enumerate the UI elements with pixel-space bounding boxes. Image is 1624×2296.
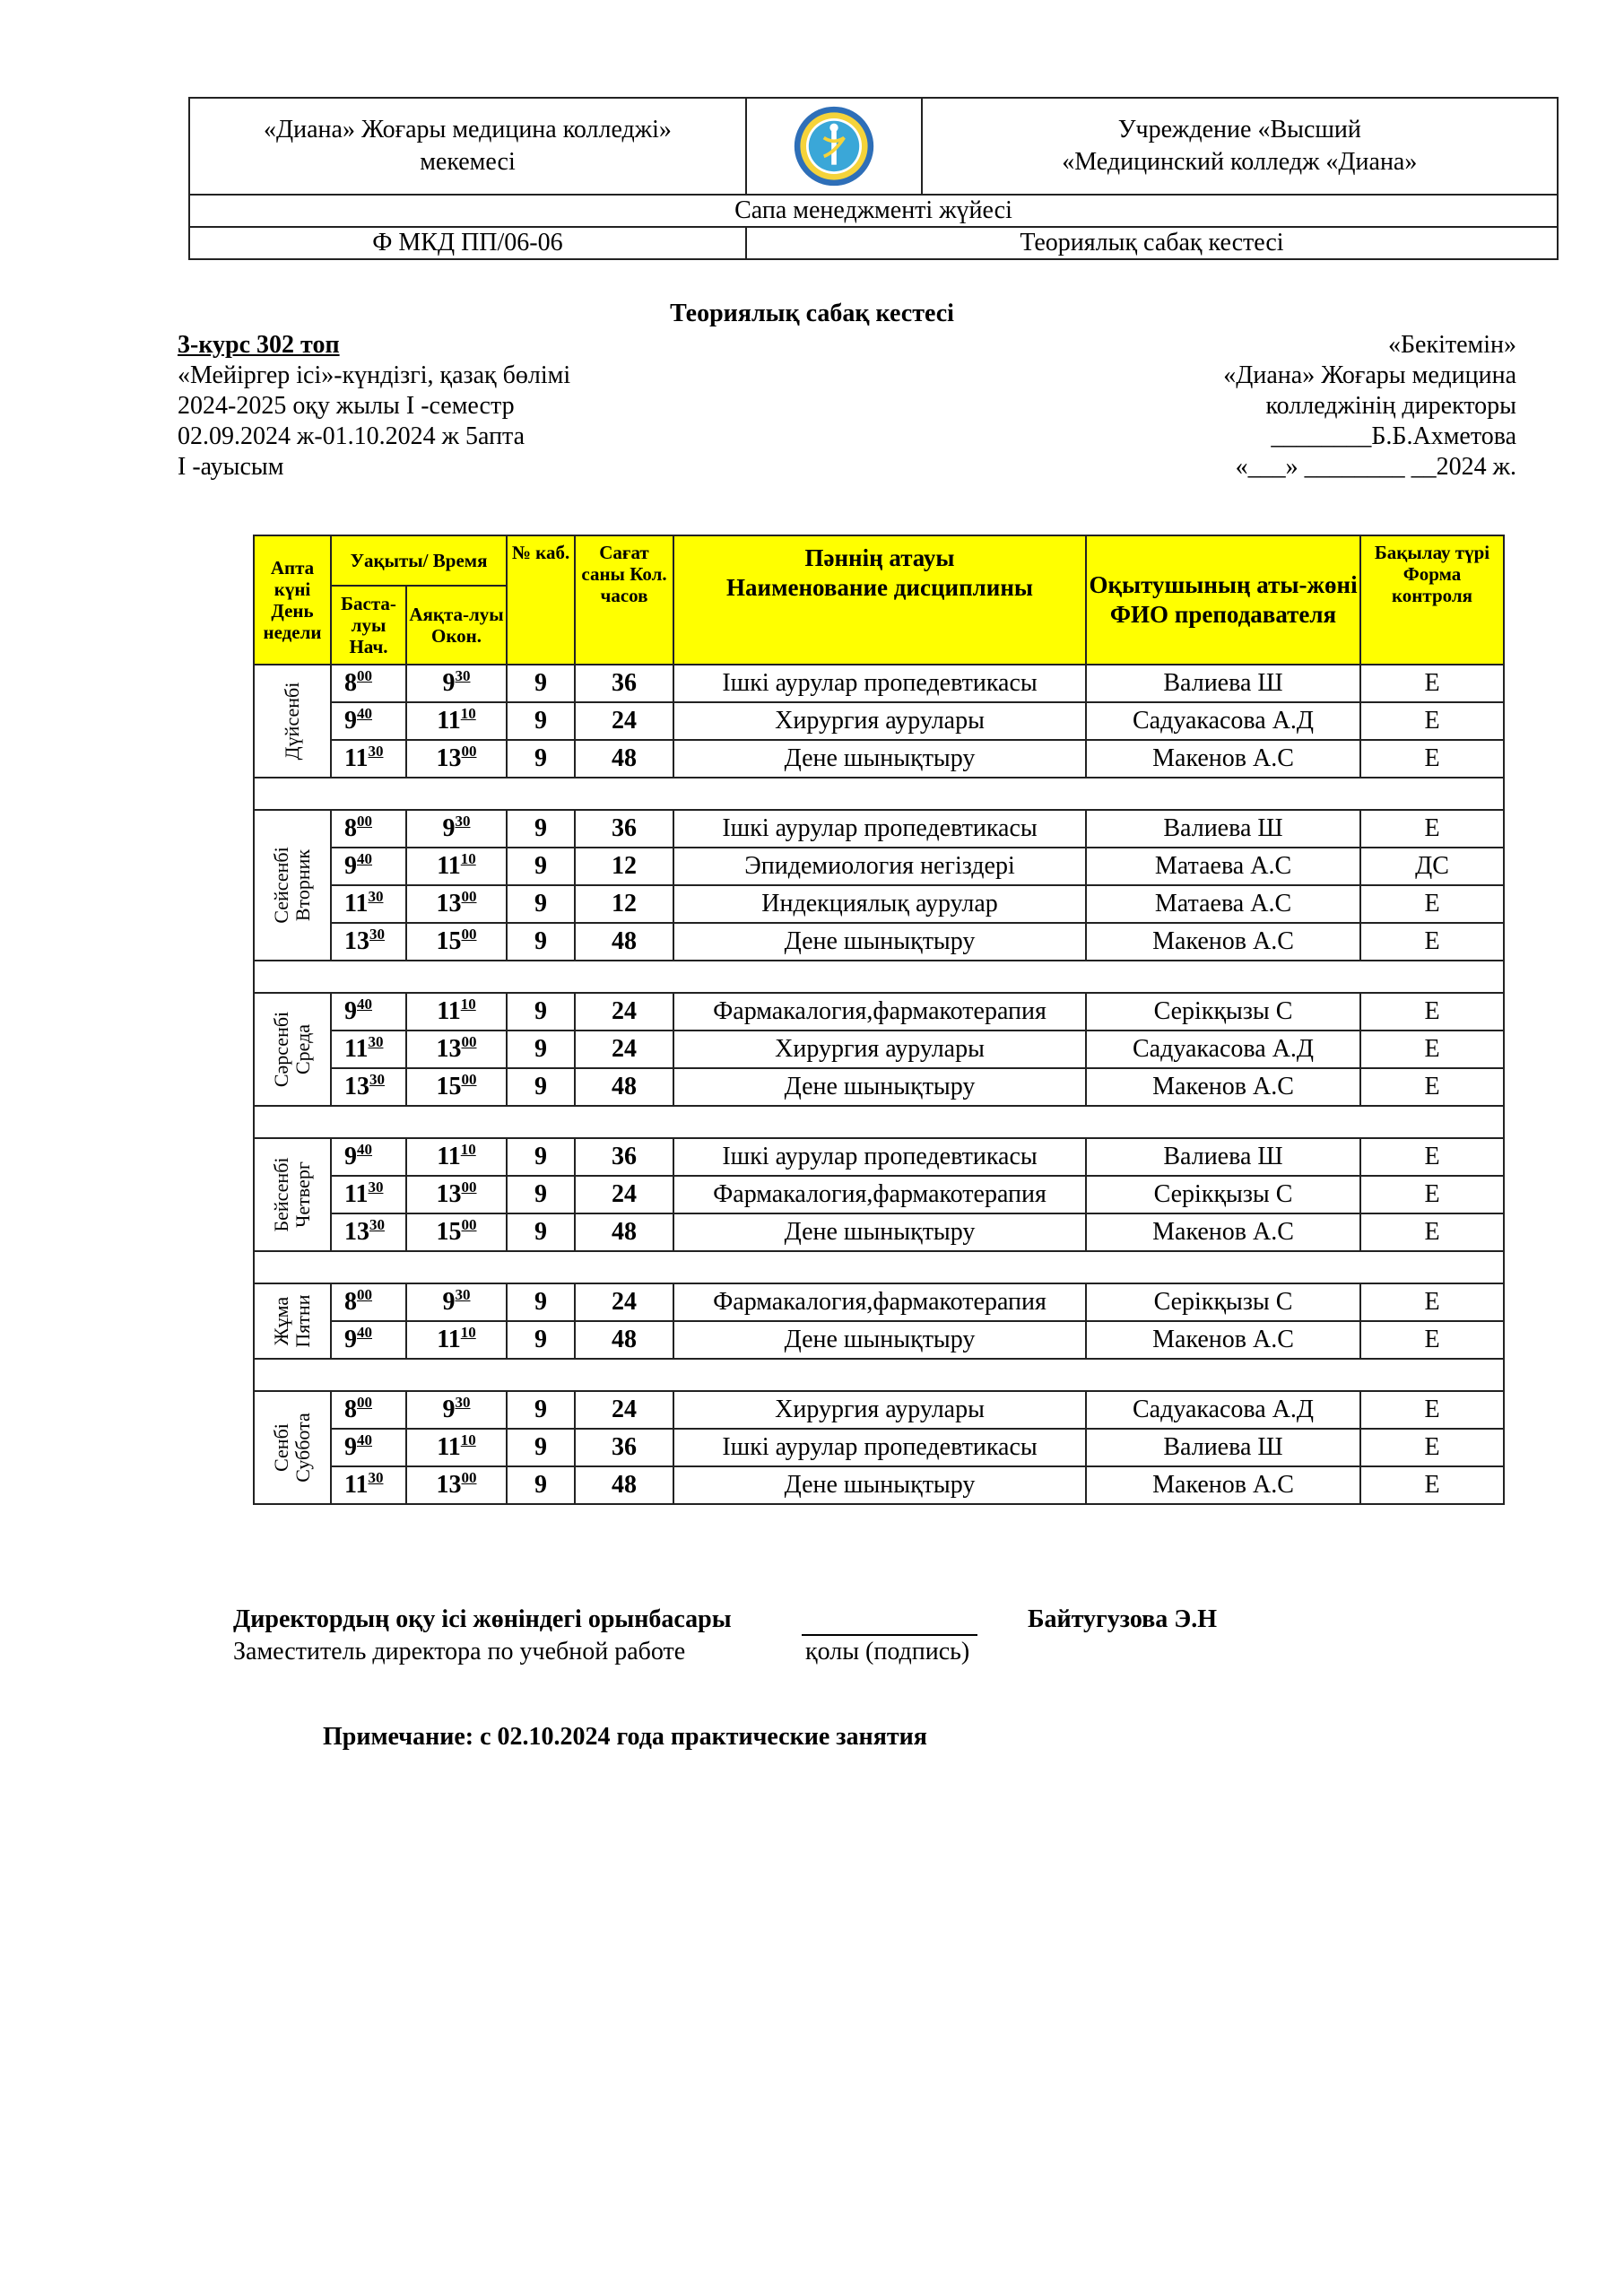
start-time: [331, 923, 406, 961]
control-form: Е: [1360, 1283, 1504, 1321]
teacher-name: Валиева Ш: [1086, 665, 1360, 702]
start-time: [331, 1391, 406, 1429]
day-cell: [254, 665, 331, 778]
control-form: Е: [1360, 993, 1504, 1031]
day-cell: [254, 1138, 331, 1251]
subject-header-kz: Пәннің атауы: [804, 544, 955, 571]
document-header: [188, 97, 1559, 260]
hours-count: 24: [575, 993, 673, 1031]
group-info: [178, 330, 570, 483]
end-time-minutes: 00: [461, 1469, 477, 1486]
teacher-name: Макенов А.С: [1086, 1213, 1360, 1251]
end-time-hour: 11: [437, 707, 461, 735]
hours-count: 48: [575, 1466, 673, 1504]
end-time-hour: 11: [437, 1143, 461, 1170]
separator-cell: [254, 1251, 1504, 1283]
day-separator: [254, 1106, 1504, 1138]
teacher-name: Матаева А.С: [1086, 885, 1360, 923]
day-separator: [254, 961, 1504, 993]
hours-count: 12: [575, 848, 673, 885]
room-number: 9: [507, 1466, 575, 1504]
start-time: [331, 1429, 406, 1466]
start-time: [331, 1068, 406, 1106]
start-time-minutes: 30: [369, 1071, 385, 1088]
subject-name: Ішкі аурулар пропедевтикасы: [673, 665, 1086, 702]
start-time-minutes: 30: [368, 1178, 384, 1196]
end-time: [406, 1031, 507, 1068]
control-form: Е: [1360, 923, 1504, 961]
room-number: 9: [507, 1429, 575, 1466]
table-row: [254, 1213, 1504, 1251]
control-form: Е: [1360, 1391, 1504, 1429]
start-time-minutes: 40: [357, 850, 372, 867]
table-row: [254, 1466, 1504, 1504]
teacher-name: Серікқызы С: [1086, 1283, 1360, 1321]
start-time-hour: 8: [344, 1288, 357, 1316]
teacher-name: Макенов А.С: [1086, 1068, 1360, 1106]
room-number: 9: [507, 1213, 575, 1251]
day-label: [271, 1012, 314, 1087]
logo-cell: [746, 98, 922, 195]
room-number: 9: [507, 923, 575, 961]
end-time-minutes: 10: [460, 1324, 476, 1341]
signer-title-ru: Заместитель директора по учебной работе: [233, 1638, 686, 1665]
day-name-ru: Пятни: [291, 1294, 314, 1348]
start-time-minutes: 30: [368, 1033, 384, 1050]
room-number: 9: [507, 1321, 575, 1359]
room-number: 9: [507, 740, 575, 778]
schedule-body: [254, 665, 1504, 1504]
start-time-hour: 9: [344, 707, 357, 735]
start-time: [331, 1138, 406, 1176]
start-time-hour: 9: [344, 1326, 357, 1353]
end-time-minutes: 10: [460, 705, 476, 722]
hours-count: 48: [575, 740, 673, 778]
signature-line: [802, 1634, 977, 1636]
start-time-minutes: 00: [357, 667, 372, 684]
hours-count: 48: [575, 1213, 673, 1251]
end-time: [406, 885, 507, 923]
start-time-hour: 9: [344, 1143, 357, 1170]
start-time: [331, 1031, 406, 1068]
end-time: [406, 1138, 507, 1176]
hours-count: 36: [575, 810, 673, 848]
subject-name: Ішкі аурулар пропедевтикасы: [673, 1429, 1086, 1466]
end-time: [406, 1391, 507, 1429]
teacher-header-kz: Оқытушының аты-жөні: [1089, 571, 1358, 598]
hours-count: 48: [575, 1068, 673, 1106]
page-title: Теориялық сабақ кестесі: [670, 300, 954, 327]
separator-cell: [254, 1359, 1504, 1391]
end-time-hour: 11: [437, 852, 461, 880]
day-name-kz: Жұма: [270, 1296, 292, 1346]
end-time-hour: 15: [436, 927, 462, 955]
subject-name: Дене шынықтыру: [673, 1213, 1086, 1251]
end-time-hour: 9: [442, 669, 456, 697]
subject-name: Хирургия аурулары: [673, 702, 1086, 740]
room-number: 9: [507, 702, 575, 740]
end-time-minutes: 00: [461, 1178, 477, 1196]
subject-name: Эпидемиология негіздері: [673, 848, 1086, 885]
day-label: [271, 1413, 314, 1483]
subject-name: Дене шынықтыру: [673, 1321, 1086, 1359]
start-time-minutes: 40: [357, 1324, 372, 1341]
table-row: [254, 1176, 1504, 1213]
day-name-ru: Суббота: [291, 1413, 314, 1483]
day-cell: [254, 993, 331, 1106]
end-time-hour: 13: [436, 1471, 462, 1499]
end-time: [406, 848, 507, 885]
signature-label: қолы (подпись): [805, 1638, 970, 1665]
end-time-hour: 13: [436, 890, 462, 918]
col-header-time: Уақыты/ Время: [331, 535, 507, 586]
start-time-minutes: 00: [357, 813, 372, 830]
hours-count: 24: [575, 1031, 673, 1068]
room-number: 9: [507, 1283, 575, 1321]
control-form: Е: [1360, 1213, 1504, 1251]
teacher-name: Макенов А.С: [1086, 923, 1360, 961]
separator-cell: [254, 778, 1504, 810]
day-name-ru: Вторник: [291, 848, 314, 922]
control-form: Е: [1360, 1321, 1504, 1359]
table-row: [254, 810, 1504, 848]
end-time: [406, 665, 507, 702]
table-row: [254, 740, 1504, 778]
start-time-minutes: 30: [368, 743, 384, 760]
end-time-minutes: 10: [460, 1141, 476, 1158]
teacher-name: Валиева Ш: [1086, 1429, 1360, 1466]
start-time: [331, 1466, 406, 1504]
control-form: Е: [1360, 1466, 1504, 1504]
start-time-hour: 13: [344, 1218, 369, 1246]
end-time-minutes: 30: [455, 1394, 471, 1411]
teacher-name: Валиева Ш: [1086, 1138, 1360, 1176]
start-time-minutes: 40: [357, 1431, 372, 1448]
end-time: [406, 740, 507, 778]
start-time-hour: 11: [344, 1180, 369, 1208]
course-group: 3-курс 302 топ: [178, 331, 340, 359]
end-time-hour: 9: [442, 1288, 456, 1316]
table-row: [254, 885, 1504, 923]
col-header-room: № каб.: [507, 535, 575, 665]
approval-line: «Бекітемін»: [1387, 331, 1516, 359]
start-time-hour: 13: [344, 1073, 369, 1100]
hours-count: 36: [575, 665, 673, 702]
start-time: [331, 1176, 406, 1213]
end-time: [406, 993, 507, 1031]
control-form: Е: [1360, 1031, 1504, 1068]
form-code: Ф МКД ПП/06-06: [189, 227, 746, 259]
end-time-minutes: 00: [461, 888, 477, 905]
subject-name: Индекциялық аурулар: [673, 885, 1086, 923]
schedule-table: [253, 535, 1505, 1505]
subject-name: Дене шынықтыру: [673, 923, 1086, 961]
end-time-hour: 11: [437, 997, 461, 1025]
approval-line: «Диана» Жоғары медицина: [1223, 361, 1516, 389]
day-name-kz: Сәрсенбі: [270, 1011, 292, 1088]
end-time-minutes: 00: [461, 926, 477, 943]
start-time: [331, 1321, 406, 1359]
start-time-hour: 11: [344, 744, 369, 772]
hours-count: 24: [575, 1283, 673, 1321]
end-time: [406, 810, 507, 848]
end-time: [406, 1283, 507, 1321]
end-time: [406, 1213, 507, 1251]
org-name-ru: Учреждение «Высший «Медицинский колледж «Диана»: [922, 98, 1558, 195]
start-time: [331, 810, 406, 848]
control-form: Е: [1360, 740, 1504, 778]
teacher-name: Макенов А.С: [1086, 1321, 1360, 1359]
start-time: [331, 1283, 406, 1321]
hours-count: 36: [575, 1429, 673, 1466]
subject-name: Фармакалогия,фармакотерапия: [673, 1283, 1086, 1321]
room-number: 9: [507, 1068, 575, 1106]
day-separator: [254, 1251, 1504, 1283]
start-time-minutes: 00: [357, 1286, 372, 1303]
end-time: [406, 1466, 507, 1504]
control-form: Е: [1360, 665, 1504, 702]
table-row: [254, 848, 1504, 885]
teacher-name: Макенов А.С: [1086, 1466, 1360, 1504]
start-time: [331, 885, 406, 923]
end-time: [406, 923, 507, 961]
signer-name: Байтугузова Э.Н: [1028, 1605, 1218, 1633]
start-time-hour: 9: [344, 1433, 357, 1461]
day-name-ru: Четверг: [291, 1161, 314, 1228]
start-time-hour: 8: [344, 814, 357, 842]
start-time: [331, 702, 406, 740]
table-row: [254, 1031, 1504, 1068]
start-time-minutes: 30: [368, 888, 384, 905]
start-time-hour: 9: [344, 997, 357, 1025]
col-header-day: Апта күні День недели: [254, 535, 331, 665]
day-label: [271, 1294, 314, 1347]
start-time-minutes: 00: [357, 1394, 372, 1411]
end-time-minutes: 10: [460, 996, 476, 1013]
end-time-minutes: 30: [455, 667, 471, 684]
start-time: [331, 993, 406, 1031]
teacher-name: Садуакасова А.Д: [1086, 702, 1360, 740]
table-row: [254, 1138, 1504, 1176]
quality-system: Сапа менеджменті жүйесі: [189, 195, 1558, 227]
start-time-minutes: 30: [369, 1216, 385, 1233]
academic-year: 2024-2025 оқу жылы I -семестр: [178, 392, 515, 420]
specialty: «Мейіргер ісі»-күндізгі, қазақ бөлімі: [178, 361, 571, 389]
control-form: Е: [1360, 885, 1504, 923]
end-time-hour: 13: [436, 1180, 462, 1208]
end-time-hour: 11: [437, 1433, 461, 1461]
room-number: 9: [507, 1031, 575, 1068]
start-time-minutes: 40: [357, 996, 372, 1013]
table-row: [254, 1283, 1504, 1321]
college-emblem-icon: [792, 104, 876, 188]
start-time-hour: 11: [344, 1035, 369, 1063]
table-row: [254, 1068, 1504, 1106]
start-time: [331, 848, 406, 885]
start-time: [331, 740, 406, 778]
start-time-hour: 13: [344, 927, 369, 955]
hours-count: 24: [575, 702, 673, 740]
start-time-hour: 11: [344, 890, 369, 918]
separator-cell: [254, 1106, 1504, 1138]
hours-count: 48: [575, 923, 673, 961]
end-time: [406, 702, 507, 740]
subject-name: Ішкі аурулар пропедевтикасы: [673, 810, 1086, 848]
table-row: [254, 923, 1504, 961]
start-time-hour: 8: [344, 669, 357, 697]
end-time-minutes: 00: [461, 1216, 477, 1233]
subject-name: Ішкі аурулар пропедевтикасы: [673, 1138, 1086, 1176]
room-number: 9: [507, 1176, 575, 1213]
day-name-kz: Сейсенбі: [270, 847, 292, 924]
teacher-name: Садуакасова А.Д: [1086, 1031, 1360, 1068]
signer-title-kz: Директордың оқу ісі жөніндегі орынбасары: [233, 1605, 732, 1633]
shift: I -ауысым: [178, 453, 284, 481]
control-form: Е: [1360, 1068, 1504, 1106]
start-time-minutes: 30: [369, 926, 385, 943]
teacher-header-ru: ФИО преподавателя: [1109, 601, 1337, 628]
start-time-minutes: 30: [368, 1469, 384, 1486]
start-time-minutes: 40: [357, 705, 372, 722]
hours-count: 48: [575, 1321, 673, 1359]
day-name-ru: Среда: [291, 1023, 314, 1075]
day-cell: [254, 1283, 331, 1359]
subject-name: Хирургия аурулары: [673, 1031, 1086, 1068]
end-time-hour: 11: [437, 1326, 461, 1353]
day-separator: [254, 1359, 1504, 1391]
end-time-minutes: 00: [461, 743, 477, 760]
period: 02.09.2024 ж-01.10.2024 ж 5апта: [178, 422, 525, 450]
end-time-minutes: 00: [461, 1033, 477, 1050]
start-time-hour: 8: [344, 1396, 357, 1423]
hours-count: 24: [575, 1391, 673, 1429]
hours-count: 24: [575, 1176, 673, 1213]
footnote: Примечание: с 02.10.2024 года практические занятия: [323, 1723, 927, 1751]
room-number: 9: [507, 848, 575, 885]
end-time-minutes: 30: [455, 813, 471, 830]
start-time-hour: 9: [344, 852, 357, 880]
teacher-name: Садуакасова А.Д: [1086, 1391, 1360, 1429]
subject-name: Дене шынықтыру: [673, 1068, 1086, 1106]
teacher-name: Матаева А.С: [1086, 848, 1360, 885]
table-row: [254, 993, 1504, 1031]
end-time-hour: 9: [442, 1396, 456, 1423]
room-number: 9: [507, 993, 575, 1031]
day-name-kz: Дүйсенбі: [281, 682, 303, 761]
control-form: Е: [1360, 1138, 1504, 1176]
teacher-name: Макенов А.С: [1086, 740, 1360, 778]
day-label: [271, 847, 314, 923]
org-name-kz: «Диана» Жоғары медицина колледжі» мекемесі: [189, 98, 746, 195]
end-time-minutes: 30: [455, 1286, 471, 1303]
col-header-control: Бақылау түрі Форма контроля: [1360, 535, 1504, 665]
start-time: [331, 1213, 406, 1251]
teacher-name: Серікқызы С: [1086, 993, 1360, 1031]
approval-line: «___» ________ __2024 ж.: [1235, 453, 1516, 481]
room-number: 9: [507, 885, 575, 923]
end-time-hour: 15: [436, 1218, 462, 1246]
control-form: Е: [1360, 1176, 1504, 1213]
table-row: [254, 1429, 1504, 1466]
end-time-minutes: 00: [461, 1071, 477, 1088]
end-time: [406, 1429, 507, 1466]
room-number: 9: [507, 1138, 575, 1176]
end-time: [406, 1068, 507, 1106]
start-time-hour: 11: [344, 1471, 369, 1499]
day-separator: [254, 778, 1504, 810]
col-header-teacher: [1086, 535, 1360, 665]
room-number: 9: [507, 810, 575, 848]
subject-header-ru: Наименование дисциплины: [726, 574, 1033, 601]
hours-count: 12: [575, 885, 673, 923]
room-number: 9: [507, 665, 575, 702]
day-cell: [254, 1391, 331, 1504]
control-form: ДС: [1360, 848, 1504, 885]
approval-line: колледжінің директоры: [1265, 392, 1516, 420]
end-time-hour: 13: [436, 744, 462, 772]
separator-cell: [254, 961, 1504, 993]
table-row: [254, 1321, 1504, 1359]
end-time-hour: 9: [442, 814, 456, 842]
subject-name: Дене шынықтыру: [673, 1466, 1086, 1504]
subject-name: Дене шынықтыру: [673, 740, 1086, 778]
end-time-hour: 15: [436, 1073, 462, 1100]
day-cell: [254, 810, 331, 961]
control-form: Е: [1360, 810, 1504, 848]
approval-line: ________Б.Б.Ахметова: [1271, 422, 1516, 450]
table-row: [254, 665, 1504, 702]
end-time: [406, 1321, 507, 1359]
end-time-minutes: 10: [460, 1431, 476, 1448]
day-name-kz: Сенбі: [270, 1423, 292, 1472]
col-header-hours: Сағат саны Кол. часов: [575, 535, 673, 665]
subject-name: Хирургия аурулары: [673, 1391, 1086, 1429]
end-time-hour: 13: [436, 1035, 462, 1063]
table-row: [254, 1391, 1504, 1429]
subject-name: Фармакалогия,фармакотерапия: [673, 993, 1086, 1031]
start-time-minutes: 40: [357, 1141, 372, 1158]
day-name-kz: Бейсенбі: [270, 1157, 292, 1232]
table-row: [254, 702, 1504, 740]
approval-block: [1223, 330, 1516, 483]
day-label: [282, 683, 303, 761]
teacher-name: Валиева Ш: [1086, 810, 1360, 848]
end-time-minutes: 10: [460, 850, 476, 867]
control-form: Е: [1360, 1429, 1504, 1466]
teacher-name: Серікқызы С: [1086, 1176, 1360, 1213]
day-label: [271, 1157, 314, 1231]
col-header-end: Аяқта-луы Окон.: [406, 586, 507, 665]
end-time: [406, 1176, 507, 1213]
subject-name: Фармакалогия,фармакотерапия: [673, 1176, 1086, 1213]
hours-count: 36: [575, 1138, 673, 1176]
form-title: Теориялық сабақ кестесі: [746, 227, 1558, 259]
col-header-start: Баста-луы Нач.: [331, 586, 406, 665]
col-header-subject: [673, 535, 1086, 665]
control-form: Е: [1360, 702, 1504, 740]
start-time: [331, 665, 406, 702]
room-number: 9: [507, 1391, 575, 1429]
